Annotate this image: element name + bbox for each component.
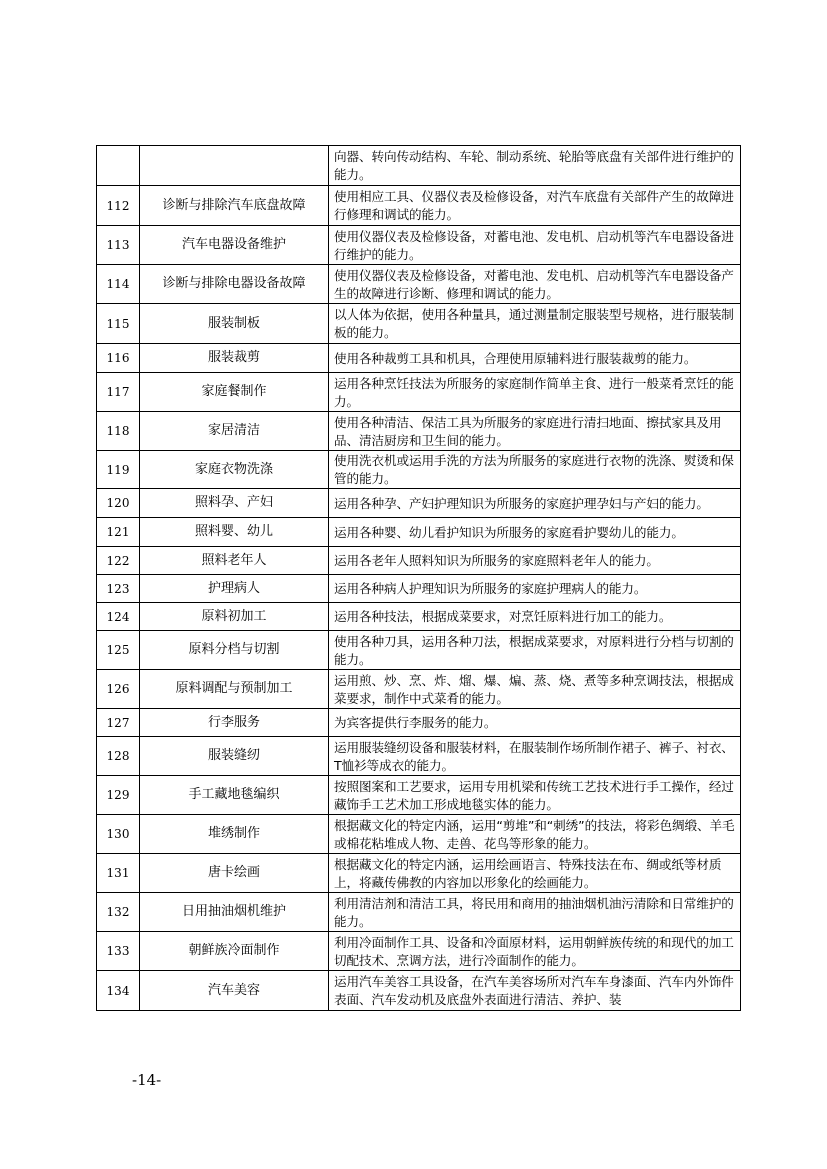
skill-description: 使用相应工具、仪器仪表及检修设备，对汽车底盘有关部件产生的故障进行修理和调试的能力。	[329, 186, 741, 226]
skill-name: 诊断与排除电器设备故障	[140, 265, 329, 304]
row-number: 115	[97, 304, 140, 344]
skill-name: 诊断与排除汽车底盘故障	[140, 186, 329, 226]
skill-description: 运用各种病人护理知识为所服务的家庭护理病人的能力。	[329, 575, 741, 603]
row-number: 121	[97, 518, 140, 547]
row-number: 128	[97, 737, 140, 776]
skill-description: 使用各种清洁、保洁工具为所服务的家庭进行清扫地面、擦拭家具及用品、清洁厨房和卫生间的能力。	[329, 412, 741, 451]
skill-name: 照料婴、幼儿	[140, 518, 329, 547]
skills-table	[96, 145, 741, 1011]
skill-name: 汽车美容	[140, 971, 329, 1011]
row-number: 123	[97, 575, 140, 603]
skill-name: 服装裁剪	[140, 344, 329, 373]
skill-name	[140, 146, 329, 186]
table-row	[97, 776, 741, 815]
skill-description: 使用仪器仪表及检修设备，对蓄电池、发电机、启动机等汽车电器设备进行维护的能力。	[329, 226, 741, 265]
skill-description: 为宾客提供行李服务的能力。	[329, 709, 741, 737]
skill-description: 根据藏文化的特定内涵，运用“剪堆”和“刺绣”的技法，将彩色绸缎、羊毛或棉花粘堆成人物、走兽、花鸟等形象的能力。	[329, 815, 741, 854]
table-row	[97, 344, 741, 373]
skill-description: 以人体为依据，使用各种量具，通过测量制定服装型号规格，进行服装制板的能力。	[329, 304, 741, 344]
table-row	[97, 304, 741, 344]
skill-name: 手工藏地毯编织	[140, 776, 329, 815]
skill-description: 运用各老年人照料知识为所服务的家庭照料老年人的能力。	[329, 547, 741, 575]
row-number: 117	[97, 373, 140, 412]
skill-description: 使用洗衣机或运用手洗的方法为所服务的家庭进行衣物的洗涤、熨烫和保管的能力。	[329, 451, 741, 489]
skill-description: 根据藏文化的特定内涵，运用绘画语言、特殊技法在布、绸或纸等材质上，将藏传佛教的内容加以形象化的绘画能力。	[329, 854, 741, 893]
table-row	[97, 971, 741, 1011]
skill-name: 服装制板	[140, 304, 329, 344]
skill-name: 护理病人	[140, 575, 329, 603]
skills-table-body	[97, 146, 741, 1011]
row-number: 134	[97, 971, 140, 1011]
row-number: 118	[97, 412, 140, 451]
table-row	[97, 518, 741, 547]
table-row	[97, 451, 741, 489]
row-number	[97, 146, 140, 186]
table-row	[97, 854, 741, 893]
skill-name: 汽车电器设备维护	[140, 226, 329, 265]
row-number: 131	[97, 854, 140, 893]
page-number: -14-	[132, 1071, 162, 1089]
table-row	[97, 547, 741, 575]
skill-description: 运用各种孕、产妇护理知识为所服务的家庭护理孕妇与产妇的能力。	[329, 489, 741, 518]
row-number: 132	[97, 893, 140, 932]
row-number: 112	[97, 186, 140, 226]
skill-name: 唐卡绘画	[140, 854, 329, 893]
skill-description: 使用仪器仪表及检修设备，对蓄电池、发电机、启动机等汽车电器设备产生的故障进行诊断、修理和调试的能力。	[329, 265, 741, 304]
skill-description: 运用煎、炒、烹、炸、熘、爆、煸、蒸、烧、煮等多种烹调技法，根据成菜要求，制作中式菜肴的能力。	[329, 670, 741, 709]
table-row	[97, 932, 741, 971]
skill-name: 家庭衣物洗涤	[140, 451, 329, 489]
table-row	[97, 709, 741, 737]
skill-name: 家庭餐制作	[140, 373, 329, 412]
table-row	[97, 575, 741, 603]
skill-description: 运用汽车美容工具设备，在汽车美容场所对汽车车身漆面、汽车内外饰件表面、汽车发动机及底盘外表面进行清洁、养护、装	[329, 971, 741, 1011]
row-number: 116	[97, 344, 140, 373]
row-number: 119	[97, 451, 140, 489]
row-number: 125	[97, 631, 140, 670]
row-number: 127	[97, 709, 140, 737]
row-number: 122	[97, 547, 140, 575]
row-number: 133	[97, 932, 140, 971]
table-row	[97, 265, 741, 304]
skill-name: 原料分档与切割	[140, 631, 329, 670]
table-row	[97, 815, 741, 854]
row-number: 113	[97, 226, 140, 265]
row-number: 120	[97, 489, 140, 518]
table-row	[97, 603, 741, 631]
skill-description: 运用服装缝纫设备和服装材料，在服装制作场所制作裙子、裤子、衬衣、T恤衫等成衣的能力。	[329, 737, 741, 776]
skill-description: 向器、转向传动结构、车轮、制动系统、轮胎等底盘有关部件进行维护的能力。	[329, 146, 741, 186]
skill-name: 原料初加工	[140, 603, 329, 631]
table-row	[97, 186, 741, 226]
table-row	[97, 412, 741, 451]
table-row	[97, 631, 741, 670]
skill-description: 运用各种烹饪技法为所服务的家庭制作简单主食、进行一般菜肴烹饪的能力。	[329, 373, 741, 412]
skill-description: 运用各种婴、幼儿看护知识为所服务的家庭看护婴幼儿的能力。	[329, 518, 741, 547]
table-row	[97, 489, 741, 518]
row-number: 114	[97, 265, 140, 304]
table-row	[97, 373, 741, 412]
skill-description: 使用各种裁剪工具和机具，合理使用原辅料进行服装裁剪的能力。	[329, 344, 741, 373]
row-number: 124	[97, 603, 140, 631]
table-row	[97, 226, 741, 265]
skill-name: 照料孕、产妇	[140, 489, 329, 518]
table-row	[97, 670, 741, 709]
skill-description: 按照图案和工艺要求，运用专用机梁和传统工艺技术进行手工操作，经过藏饰手工艺术加工形成地毯实体的能力。	[329, 776, 741, 815]
skill-name: 照料老年人	[140, 547, 329, 575]
table-row	[97, 893, 741, 932]
table-row	[97, 737, 741, 776]
skill-description: 使用各种刀具，运用各种刀法，根据成菜要求，对原料进行分档与切割的能力。	[329, 631, 741, 670]
skill-description: 运用各种技法，根据成菜要求，对烹饪原料进行加工的能力。	[329, 603, 741, 631]
row-number: 129	[97, 776, 140, 815]
skill-description: 利用冷面制作工具、设备和冷面原材料，运用朝鲜族传统的和现代的加工切配技术、烹调方法，进行冷面制作的能力。	[329, 932, 741, 971]
skill-name: 行李服务	[140, 709, 329, 737]
skill-name: 家居清洁	[140, 412, 329, 451]
skill-name: 堆绣制作	[140, 815, 329, 854]
row-number: 130	[97, 815, 140, 854]
skill-name: 服装缝纫	[140, 737, 329, 776]
skill-name: 日用抽油烟机维护	[140, 893, 329, 932]
row-number: 126	[97, 670, 140, 709]
table-row	[97, 146, 741, 186]
skill-description: 利用清洁剂和清洁工具，将民用和商用的抽油烟机油污清除和日常维护的能力。	[329, 893, 741, 932]
skill-name: 原料调配与预制加工	[140, 670, 329, 709]
skill-name: 朝鲜族冷面制作	[140, 932, 329, 971]
